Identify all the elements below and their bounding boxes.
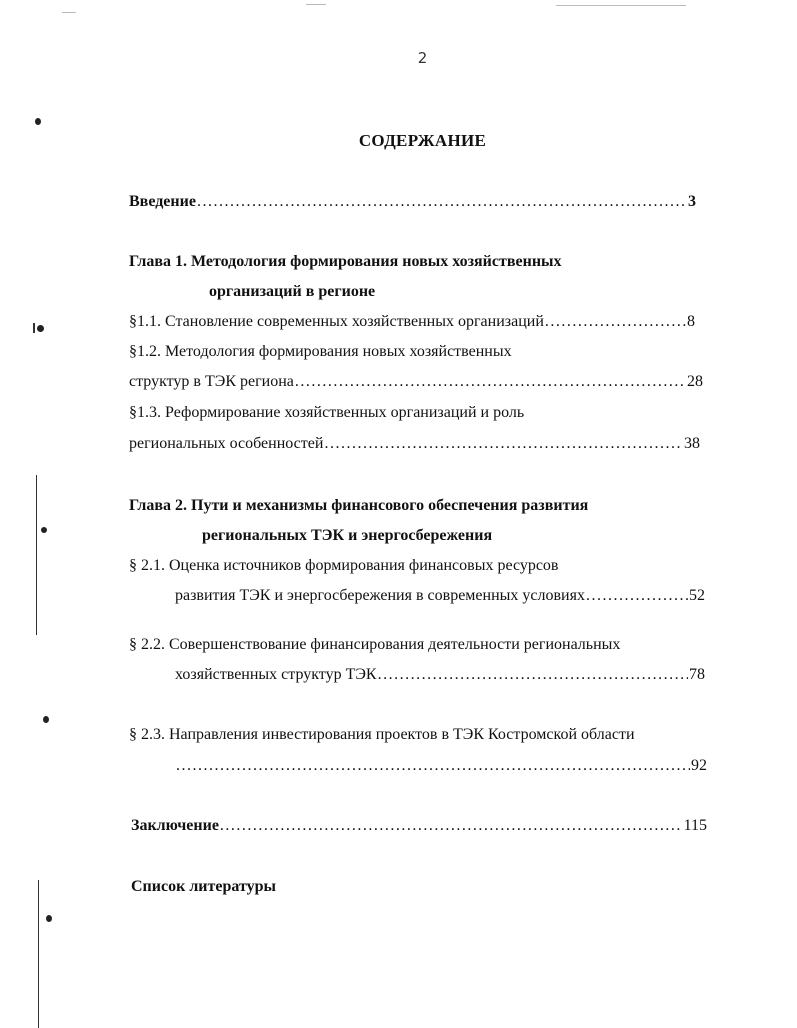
chapter-2-heading-cont: региональных ТЭК и энергосбережения: [202, 527, 493, 544]
toc-label: Заключение: [131, 817, 219, 834]
binding-hole-mark: [43, 716, 49, 723]
binding-hole-mark: [35, 118, 41, 125]
toc-page: 92: [691, 757, 707, 774]
toc-entry-2-1-line1: § 2.1. Оценка источников формирования финансовых ресурсов: [129, 557, 559, 574]
toc-label: развития ТЭК и энергосбережения в современных условиях: [175, 587, 585, 604]
chapter-1-heading: Глава 1. Методология формирования новых хозяйственных: [129, 253, 562, 270]
toc-entry-conclusion[interactable]: [131, 816, 707, 836]
toc-label: хозяйственных структур ТЭК: [175, 666, 377, 683]
toc-page: 52: [689, 587, 705, 604]
toc-entry-2-2[interactable]: [175, 665, 705, 685]
chapter-2-heading: Глава 2. Пути и механизмы финансового обеспечения развития: [129, 497, 589, 514]
toc-page: 78: [689, 666, 705, 683]
leader-dots: [586, 586, 688, 606]
toc-entry-2-3[interactable]: [175, 756, 707, 776]
binding-hole-mark: [46, 915, 52, 922]
binding-hole-mark: [37, 325, 44, 332]
toc-label: §1.1. Становление современных хозяйственных организаций: [129, 313, 544, 330]
binding-hole-mark: [41, 527, 47, 533]
scan-edge-line: [36, 475, 37, 635]
page-number: 2: [417, 49, 428, 67]
toc-entry-2-3-line1: § 2.3. Направления инвестирования проектов в ТЭК Костромской области: [129, 726, 635, 743]
toc-entry-1-2[interactable]: [129, 372, 703, 392]
scan-artifact: [306, 4, 326, 5]
toc-page: 115: [683, 817, 707, 834]
leader-dots: [197, 192, 687, 212]
toc-entry-2-1[interactable]: [175, 586, 705, 606]
toc-entry-1-1[interactable]: [129, 312, 695, 332]
toc-label: Введение: [129, 193, 196, 210]
leader-dots: [220, 816, 683, 836]
toc-entry-intro[interactable]: [129, 192, 696, 212]
toc-entry-1-2-line1: §1.2. Методология формирования новых хозяйственных: [129, 343, 512, 360]
toc-entry-2-2-line1: § 2.2. Совершенствование финансирования деятельности региональных: [129, 636, 621, 653]
leader-dots: [295, 372, 686, 392]
toc-label: региональных особенностей: [129, 435, 324, 452]
scan-artifact: [62, 12, 76, 13]
chapter-1-heading-cont: организаций в регионе: [209, 283, 376, 300]
toc-entry-1-3[interactable]: [129, 434, 700, 454]
leader-dots: [176, 756, 690, 776]
scan-artifact: [556, 5, 686, 6]
toc-label: структур в ТЭК региона: [129, 373, 294, 390]
toc-page: 3: [688, 193, 696, 210]
scan-artifact: [33, 323, 35, 333]
leader-dots: [378, 665, 688, 685]
toc-entry-references[interactable]: Список литературы: [131, 878, 276, 895]
leader-dots: [545, 312, 686, 332]
leader-dots: [324, 434, 683, 454]
toc-page: 38: [684, 435, 700, 452]
toc-page: 8: [687, 313, 695, 330]
toc-page: 28: [687, 373, 703, 390]
scan-edge-line: [38, 880, 39, 1028]
toc-entry-1-3-line1: §1.3. Реформирование хозяйственных организаций и роль: [129, 404, 525, 421]
page-title: СОДЕРЖАНИЕ: [358, 131, 487, 150]
